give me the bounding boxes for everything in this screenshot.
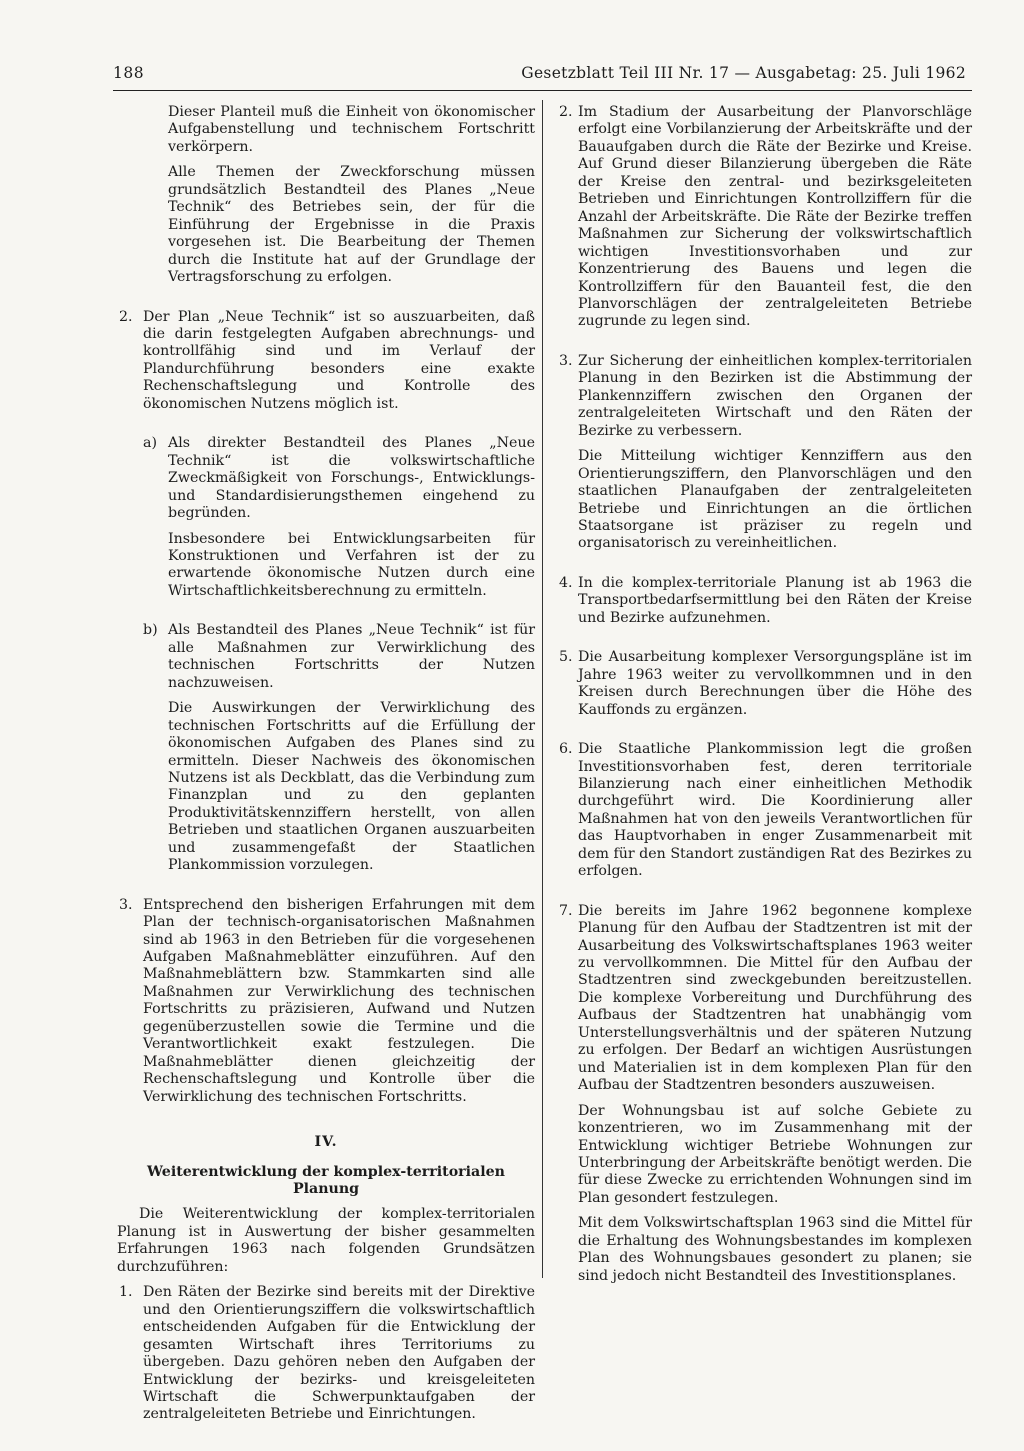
list-number: 3. (119, 896, 133, 913)
sub-item-a (117, 435, 535, 522)
list-number: 6. (559, 741, 573, 758)
list-item-6 (559, 741, 972, 881)
sub-item-label: a) (143, 435, 157, 452)
page-number: 188 (113, 64, 145, 82)
list-number: 2. (119, 308, 133, 325)
section-intro: Die Weiterentwicklung der komplex-territorialen Planung ist in Auswertung der bisher gesammelten Erfahrungen 1963 nach folgenden Grundsätzen durchzuführen: (117, 1206, 535, 1275)
paragraph: Mit dem Volkswirtschaftsplan 1963 sind die Mittel für die Erhaltung des Wohnungsbestandes im komplexen Plan des Wohnungsbaues gesondert zu planen; sie sind jedoch nicht Bestandteil des Investitionsplanes. (578, 1215, 972, 1284)
list-item-7 (559, 903, 972, 1095)
list-item-3 (117, 897, 535, 1106)
list-item-text: Die bereits im Jahre 1962 begonnene komplexe Planung für den Aufbau der Stadtzentren ist mit der Ausarbeitung des Volkswirtschaftsplanes 1963 weiter zu vervollkommnen. Die Mittel für den Aufbau der Stadtzentren sind zweckgebunden bereitzustellen. Die komplexe Vorbereitung und Durchführung des Aufbaus der Stadtzentren hat unabhängig vom Unterstellungsverhältnis und der späteren Nutzung zu erfolgen. Der Bedarf an wichtigen Ausrüstungen und Materialien ist in dem komplexen Plan für den Aufbau der Stadtzentren besonders auszuweisen. (578, 902, 972, 1094)
list-item-2 (559, 104, 972, 331)
paragraph: Der Wohnungsbau ist auf solche Gebiete zu konzentrieren, wo im Zusammenhang mit der Entwicklung wichtiger Betriebe Wohnungen zur Unterbringung der Arbeitskräfte benötigt werden. Die für diese Zwecke zu errichtenden Wohnungen sind im Plan gesondert festzulegen. (578, 1102, 972, 1206)
sub-item-text: Als Bestandteil des Planes „Neue Technik“ ist für alle Maßnahmen zur Verwirklichung des technischen Fortschritts der Nutzen nachzuweisen. (168, 622, 535, 691)
section-heading: Weiterentwicklung der komplex-territorialen Planung (147, 1163, 505, 1198)
paragraph: Die Auswirkungen der Verwirklichung des technischen Fortschritts auf die Erfüllung der ökonomischen Aufgaben des Planes sind zu ermitteln. Dieser Nachweis des ökonomischen Nutzens ist als Deckblatt, das die Verbindung zum Finanzplan und zu den geplanten Produktivitätskennziffern herstellt, von allen Betrieben und staatlichen Organen auszuarbeiten und zusammengefaßt der Staatlichen Plankommission vorzulegen. (168, 700, 535, 874)
list-item-1 (117, 1284, 535, 1424)
right-column (559, 104, 972, 1285)
page-header (113, 62, 972, 91)
sub-item-b (117, 622, 535, 692)
list-item-text: Entsprechend den bisherigen Erfahrungen mit dem Plan der technisch-organisatorischen Maßnahmen sind ab 1963 in den Betrieben für die vorgesehenen Aufgaben Maßnahmeblätter einzuführen. Auf den Maßnahmeblättern bzw. Stammkarten sind alle Maßnahmen zur Verwirklichung des technischen Fortschritts zu präzisieren, Aufwand und Nutzen gegenüberzustellen sowie die Termine und die Verantwortlichkeit exakt festzulegen. Die Maßnahmeblätter dienen gleichzeitig der Rechenschaftslegung und Kontrolle über die Verwirklichung des technischen Fortschritts. (143, 896, 535, 1105)
running-title: Gesetzblatt Teil III Nr. 17 — Ausgabetag: 25. Juli 1962 (521, 64, 966, 82)
list-number: 7. (559, 902, 573, 919)
list-item-2 (117, 309, 535, 414)
list-item-text: Zur Sicherung der einheitlichen komplex-territorialen Planung in den Bezirken ist die Abstimmung der Plankennziffern zwischen den Organen der zentralgeleiteten Wirtschaft und den Räten der Bezirke zu verbessern. (578, 352, 972, 439)
column-divider (542, 100, 543, 1278)
paragraph: Die Mitteilung wichtiger Kennziffern aus den Orientierungsziffern, den Planvorschlägen und den staatlichen Planaufgaben der zentralgeleiteten Betriebe und Einrichtungen an die örtlichen Staatsorgane ist präziser zu regeln und organisatorisch zu vereinheitlichen. (578, 448, 972, 552)
list-item-text: Den Räten der Bezirke sind bereits mit der Direktive und den Orientierungsziffern die volkswirtschaftlich entscheidenden Aufgaben für die Entwicklung der gesamten Wirtschaft ihres Territoriums zu übergeben. Dazu gehören neben den Aufgaben der Entwicklung der bezirks- und kreisgeleiteten Wirtschaft die Schwerpunktaufgaben der zentralgeleiteten Betriebe und Einrichtungen. (143, 1284, 535, 1423)
sub-item-text: Als direkter Bestandteil des Planes „Neue Technik“ ist die volkswirtschaftliche Zweckmäßigkeit von Forschungs-, Entwicklungs- und Standardisierungsthemen eingehend zu begründen. (168, 435, 535, 522)
paragraph: Alle Themen der Zweckforschung müssen grundsätzlich Bestandteil des Planes „Neue Technik“ des Betriebes sein, der für die Einführung der Ergebnisse in die Praxis vorgesehen ist. Die Bearbeitung der Themen durch die Institute hat auf der Grundlage der Vertragsforschung zu erfolgen. (168, 164, 535, 286)
list-item-3 (559, 353, 972, 440)
sub-item-label: b) (143, 622, 158, 639)
list-number: 4. (559, 574, 573, 591)
list-item-text: Die Ausarbeitung komplexer Versorgungspläne ist im Jahre 1963 weiter zu vervollkommnen und in den Kreisen durch Berechnungen über die Höhe des Kauffonds zu ergänzen. (578, 649, 972, 718)
paragraph: Dieser Planteil muß die Einheit von ökonomischer Aufgabenstellung und technischem Fortschritt verkörpern. (168, 104, 535, 155)
list-item-text: Der Plan „Neue Technik“ ist so auszuarbeiten, daß die darin festgelegten Aufgaben abrechnungs- und kontrollfähig sind und im Verlauf der Plandurchführung besonders eine exakte Rechenschaftslegung und Kontrolle des ökonomischen Nutzens möglich ist. (143, 308, 535, 412)
list-number: 1. (119, 1284, 133, 1301)
section-number: IV. (314, 1134, 338, 1151)
list-item-4 (559, 575, 972, 627)
list-number: 3. (559, 352, 573, 369)
list-number: 5. (559, 649, 573, 666)
paragraph: Insbesondere bei Entwicklungsarbeiten für Konstruktionen und Verfahren ist der zu erwartende ökonomische Nutzen durch eine Wirtschaftlichkeitsberechnung zu ermitteln. (168, 530, 535, 599)
list-item-text: Im Stadium der Ausarbeitung der Planvorschläge erfolgt eine Vorbilanzierung der Arbeitskräfte und der Bauaufgaben durch die Räte der Bezirke und Kreise. Auf Grund dieser Bilanzierung übergeben die Räte der Kreise den zentral- und bezirksgeleiteten Betrieben und Einrichtungen Kontrollziffern für die Anzahl der Arbeitskräfte. Die Räte der Bezirke treffen Maßnahmen zur Sicherung der volkswirtschaftlich wichtigen Investitionsvorhaben und zur Konzentrierung des Bauens und legen die Kontrollziffern für den Bauanteil fest, die den Planvorschlägen der zentralgeleiteten Betriebe zugrunde zu legen sind. (578, 104, 972, 330)
list-number: 2. (559, 104, 573, 120)
left-column (117, 104, 535, 1424)
list-item-text: In die komplex-territoriale Planung ist ab 1963 die Transportbedarfsermittlung bei den Räten der Kreise und Bezirke aufzunehmen. (578, 574, 972, 626)
list-item-text: Die Staatliche Plankommission legt die großen Investitionsvorhaben fest, deren territoriale Bilanzierung nach einer einheitlichen Methodik durchgeführt wird. Die Koordinierung aller Maßnahmen hat von den jeweils Verantwortlichen für das Hauptvorhaben in enger Zusammenarbeit mit dem für den Standort zuständigen Rat des Bezirkes zu erfolgen. (578, 741, 972, 880)
list-item-5 (559, 649, 972, 719)
